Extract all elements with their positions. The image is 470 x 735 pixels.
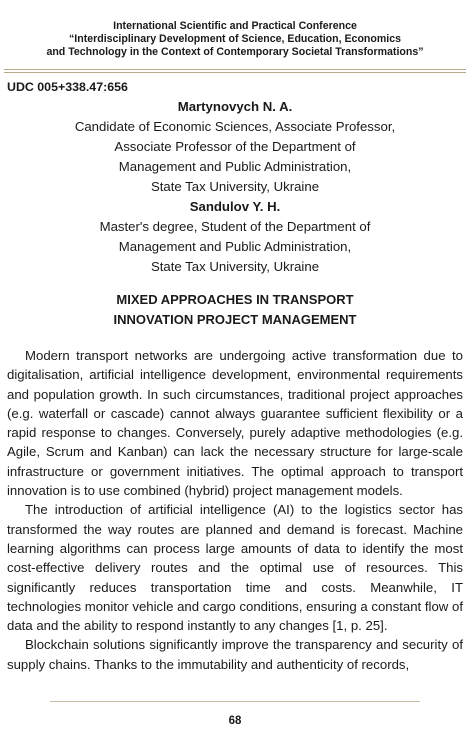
paper-body [7,346,463,674]
author-affiliation-line: Associate Professor of the Department of [114,139,356,154]
author-name-2: Sandulov Y. H. [189,199,281,214]
author-affiliation-line: Management and Public Administration, [118,239,352,254]
author-affiliation-line: State Tax University, Ukraine [150,259,320,274]
paper-title [0,290,470,330]
udc-code: UDC 005+338.47:656 [7,80,128,94]
header-divider [4,69,466,70]
paper-title-line-1: MIXED APPROACHES IN TRANSPORT [116,292,354,307]
author-affiliation-line: Master's degree, Student of the Department of [99,219,371,234]
conference-title-line-1: International Scientific and Practical Conference [113,20,357,32]
author-affiliation-line: Candidate of Economic Sciences, Associate Professor, [74,119,396,134]
conference-title-line-2: “Interdisciplinary Development of Science, Education, Economics [68,33,402,45]
footer-divider [50,701,420,702]
author-name-1: Martynovych N. A. [177,99,293,114]
conference-header [0,20,470,59]
conference-title-line-3: and Technology in the Context of Contemporary Societal Transformations” [46,46,424,58]
body-paragraph: The introduction of artificial intelligence (AI) to the logistics sector has transformed the way routes are planned and demand is forecast. Machine learning algorithms can process large amounts of data to identify the most cost-effective delivery routes and the optimal use of resources. This significantly reduces transportation time and costs. Meanwhile, IT technologies monitor vehicle and cargo conditions, ensuring a constant flow of data and the ability to respond instantly to any changes [1, p. 25]. [7,502,463,634]
author-block [0,97,470,277]
body-paragraph: Modern transport networks are undergoing active transformation due to digitalisation, artificial intelligence development, environmental requirements and population growth. In such circumstances, traditional project approaches (e.g. waterfall or cascade) cannot always guarantee sufficient flexibility or a rapid response to changes. Conversely, purely adaptive methodologies (e.g. Agile, Scrum and Kanban) can lack the necessary structure for large-scale infrastructure or government initiatives. The optimal approach to transport innovation is to use combined (hybrid) project management models. [7,348,463,499]
paper-title-line-2: INNOVATION PROJECT MANAGEMENT [113,312,357,327]
author-affiliation-line: Management and Public Administration, [118,159,352,174]
body-paragraph: Blockchain solutions significantly improve the transparency and security of supply chains. Thanks to the immutability and authenticity of records, [7,637,463,672]
author-affiliation-line: State Tax University, Ukraine [150,179,320,194]
page-number: 68 [228,715,242,727]
header-divider-thin [4,72,466,73]
